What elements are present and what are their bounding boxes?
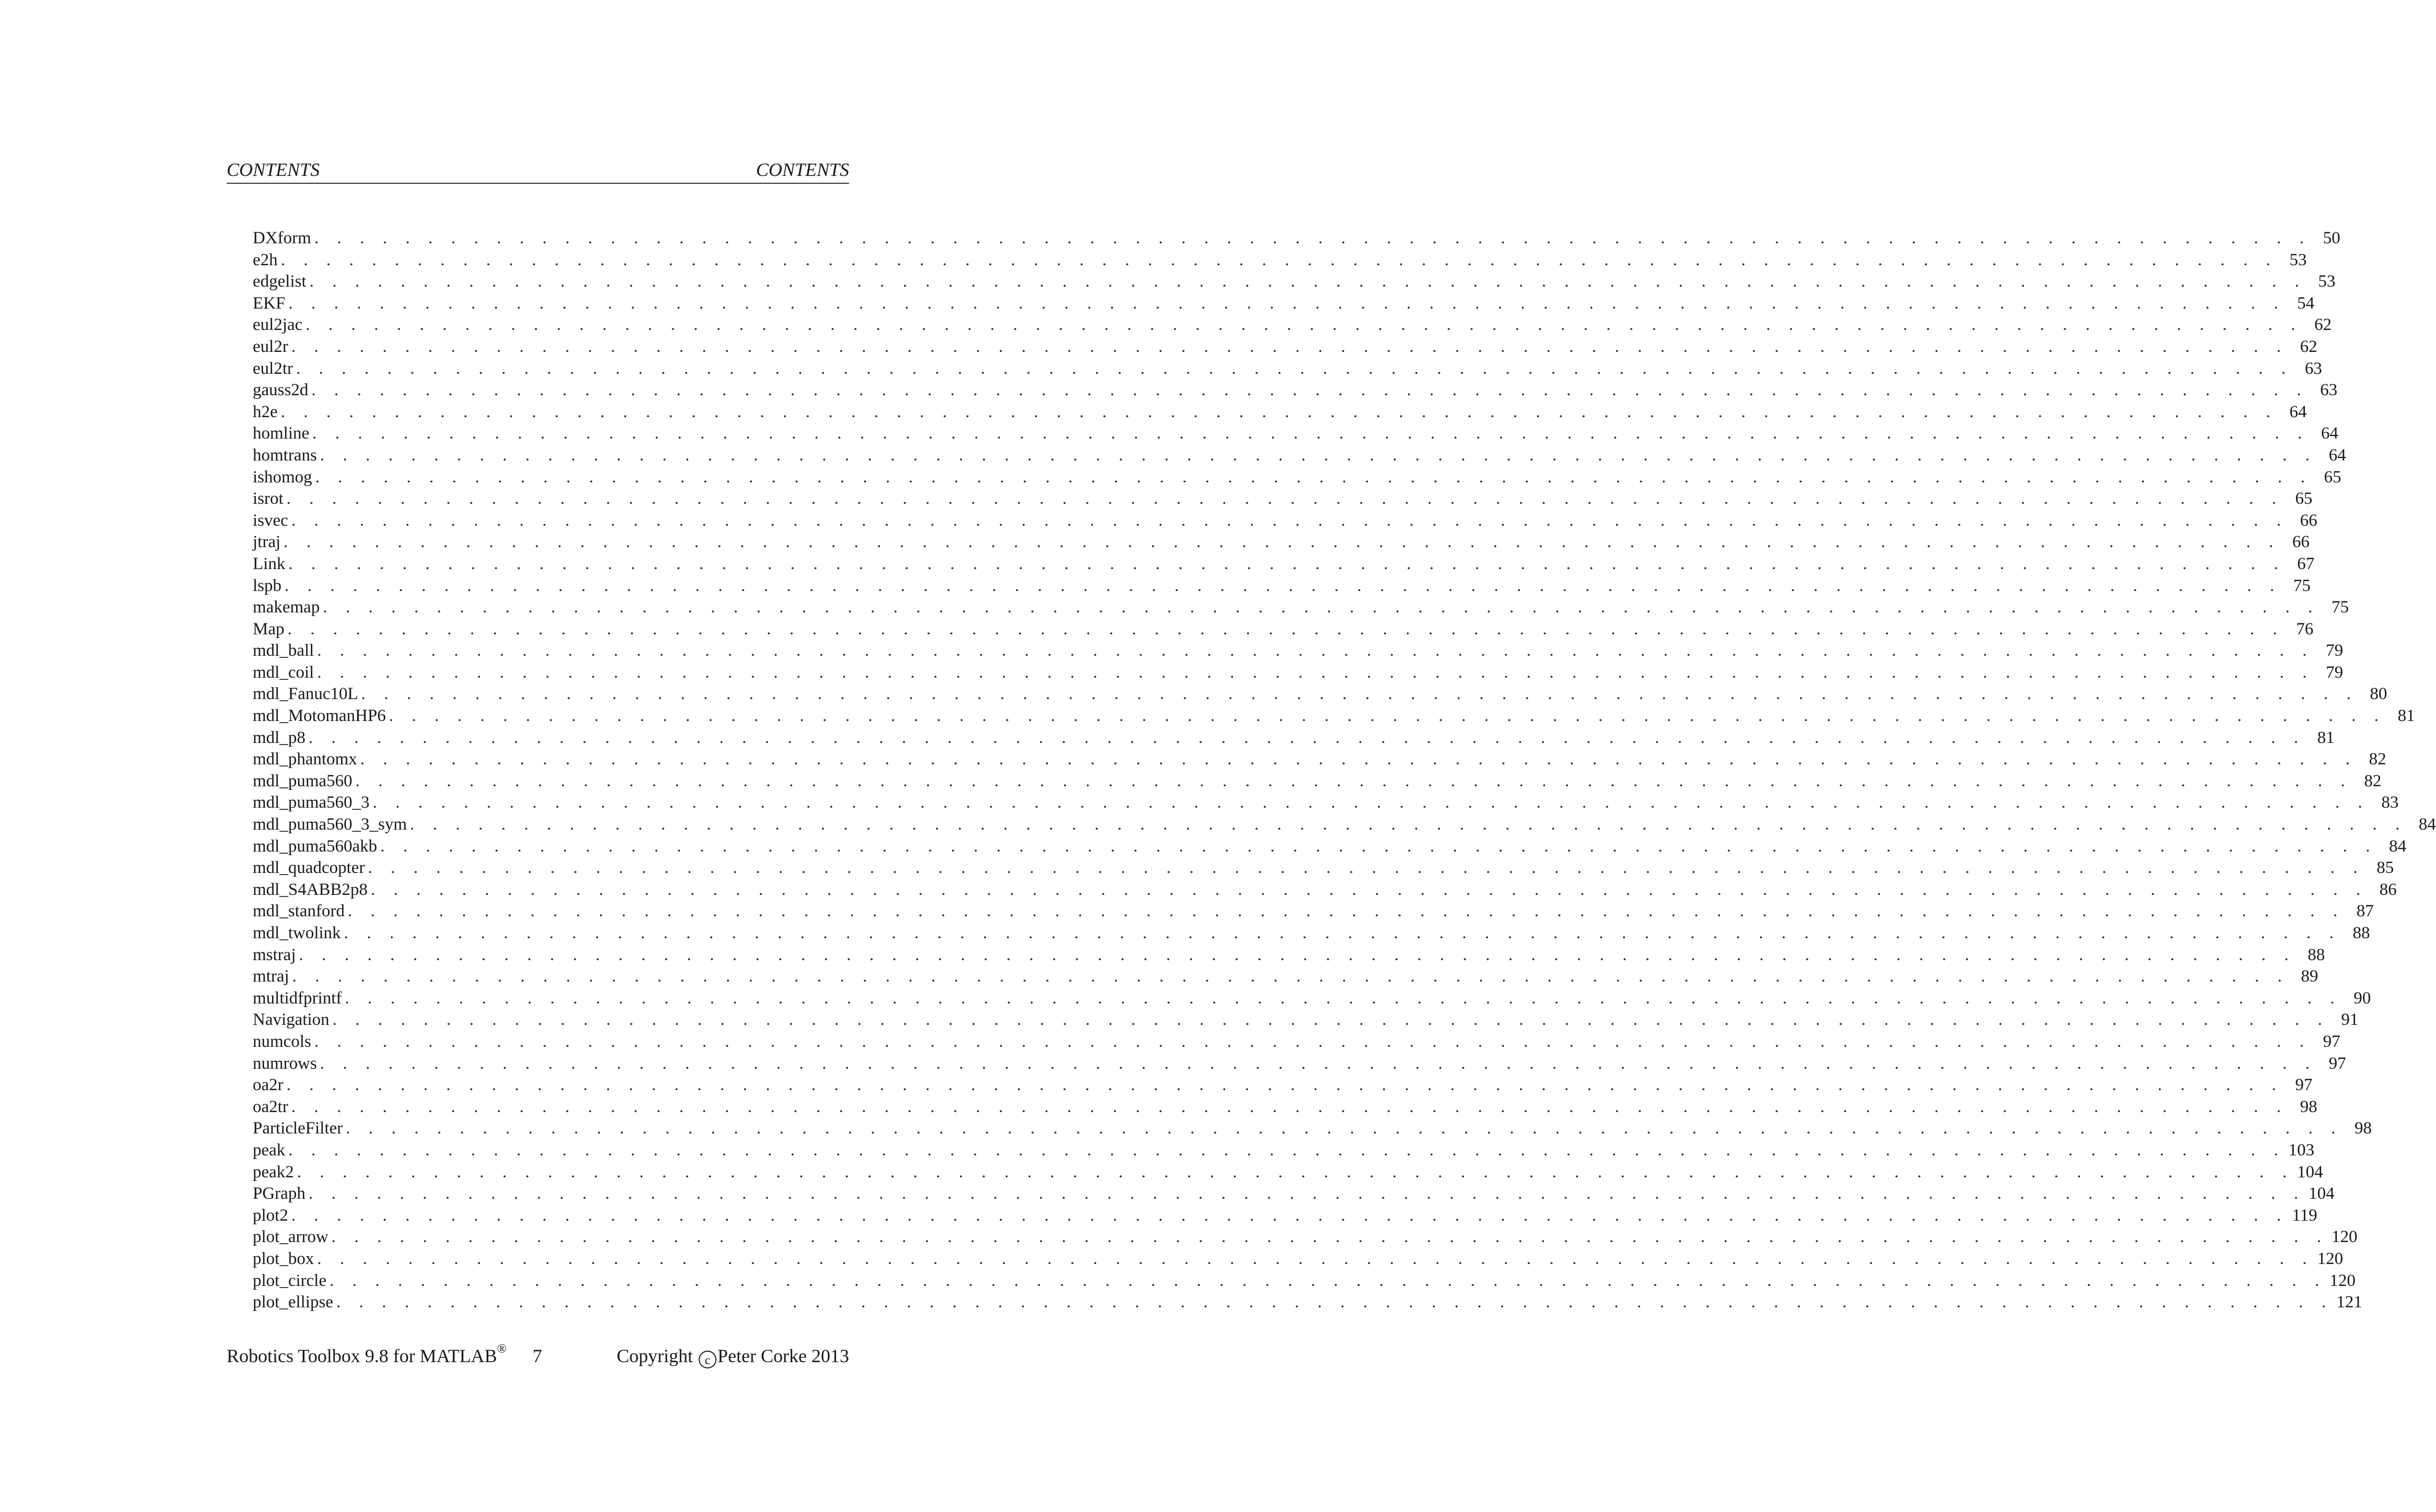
toc-entry-name: Map — [253, 619, 285, 639]
toc-entry-page: 62 — [2300, 337, 2317, 356]
toc-leader-dots: . . . . . . . . . . . . . . . . . . . . . . . . . . . . . . . . . . . . . . . . . . . . . . . . . . . . . . . . . . . . . . . . . . . . . . . . . . . . . . . . . . . . . . . . — [410, 815, 2407, 834]
toc-entry-name: e2h — [253, 250, 278, 269]
toc-leader-dots: . . . . . . . . . . . . . . . . . . . . . . . . . . . . . . . . . . . . . . . . . . . . . . . . . . . . . . . . . . . . . . . . . . . . . . . . . . . . . . . . . . . . . . . . — [305, 315, 2303, 335]
toc-leader-dots: . . . . . . . . . . . . . . . . . . . . . . . . . . . . . . . . . . . . . . . . . . . . . . . . . . . . . . . . . . . . . . . . . . . . . . . . . . . . . . . . . . . . . . . . — [355, 771, 2352, 790]
toc-entry-name: ishomog — [253, 467, 312, 487]
toc-entry-name: mdl_MotomanHP6 — [253, 706, 386, 726]
toc-entry-page: 66 — [2300, 511, 2317, 530]
toc-entry-page: 53 — [2318, 272, 2336, 291]
table-of-contents — [253, 228, 2436, 1314]
toc-leader-dots: . . . . . . . . . . . . . . . . . . . . . . . . . . . . . . . . . . . . . . . . . . . . . . . . . . . . . . . . . . . . . . . . . . . . . . . . . . . . . . . . . . . . . . . . — [368, 858, 2365, 878]
toc-entry[interactable] — [253, 358, 2322, 380]
toc-entry-name: mdl_phantomx — [253, 750, 357, 769]
toc-leader-dots: . . . . . . . . . . . . . . . . . . . . . . . . . . . . . . . . . . . . . . . . . . . . . . . . . . . . . . . . . . . . . . . . . . . . . . . . . . . . . . . . . . . . . . . . — [314, 229, 2311, 247]
toc-leader-dots: . . . . . . . . . . . . . . . . . . . . . . . . . . . . . . . . . . . . . . . . . . . . . . . . . . . . . . . . . . . . . . . . . . . . . . . . . . . . . . . . . . . . . . . . — [314, 1032, 2311, 1051]
toc-entry-name: eul2r — [253, 337, 288, 356]
toc-entry-name: makemap — [253, 598, 320, 617]
toc-entry[interactable] — [253, 662, 2344, 684]
toc-entry-page: 84 — [2418, 815, 2436, 834]
toc-entry-name: mdl_ball — [253, 641, 314, 660]
toc-entry-name: mstraj — [253, 945, 296, 964]
toc-entry[interactable] — [253, 531, 2310, 553]
toc-entry[interactable] — [253, 1096, 2317, 1118]
header-right-title: CONTENTS — [756, 159, 849, 180]
toc-entry-name: isrot — [253, 489, 284, 509]
running-header — [227, 157, 849, 184]
toc-entry-page: 98 — [2355, 1119, 2372, 1138]
footer-book-title — [227, 1343, 507, 1369]
toc-entry[interactable] — [253, 250, 2307, 271]
toc-leader-dots: . . . . . . . . . . . . . . . . . . . . . . . . . . . . . . . . . . . . . . . . . . . . . . . . . . . . . . . . . . . . . . . . . . . . . . . . . . . . . . . . . . . . . . . . — [291, 1206, 2288, 1225]
toc-entry-page: 64 — [2289, 402, 2307, 421]
toc-entry[interactable] — [253, 705, 2415, 727]
toc-leader-dots: . . . . . . . . . . . . . . . . . . . . . . . . . . . . . . . . . . . . . . . . . . . . . . . . . . . . . . . . . . . . . . . . . . . . . . . . . . . . . . . . . . . . . . . . — [292, 967, 2289, 986]
toc-entry[interactable] — [253, 1270, 2356, 1292]
toc-leader-dots: . . . . . . . . . . . . . . . . . . . . . . . . . . . . . . . . . . . . . . . . . . . . . . . . . . . . . . . . . . . . . . . . . . . . . . . . . . . . . . . . . . . . . . . . — [280, 402, 2278, 421]
toc-leader-dots: . . . . . . . . . . . . . . . . . . . . . . . . . . . . . . . . . . . . . . . . . . . . . . . . . . . . . . . . . . . . . . . . . . . . . . . . . . . . . . . . . . . . . . . . — [280, 250, 2278, 269]
toc-entry[interactable] — [253, 293, 2315, 315]
toc-entry-page: 63 — [2320, 381, 2338, 400]
toc-entry[interactable] — [253, 401, 2307, 423]
toc-entry-name: mdl_Fanuc10L — [253, 684, 358, 704]
toc-leader-dots: . . . . . . . . . . . . . . . . . . . . . . . . . . . . . . . . . . . . . . . . . . . . . . . . . . . . . . . . . . . . . . . . . . . . . . . . . . . . . . . . . . . . . . . . — [287, 619, 2285, 639]
toc-entry[interactable] — [253, 966, 2319, 988]
toc-leader-dots: . . . . . . . . . . . . . . . . . . . . . . . . . . . . . . . . . . . . . . . . . . . . . . . . . . . . . . . . . . . . . . . . . . . . . . . . . . . . . . . . . . . . . . . . — [320, 1054, 2317, 1073]
toc-entry-page: 53 — [2289, 250, 2307, 269]
toc-entry-name: plot_arrow — [253, 1227, 328, 1247]
toc-entry-page: 65 — [2324, 467, 2341, 487]
toc-entry-page: 65 — [2295, 489, 2313, 509]
toc-entry[interactable] — [253, 467, 2341, 489]
toc-leader-dots: . . . . . . . . . . . . . . . . . . . . . . . . . . . . . . . . . . . . . . . . . . . . . . . . . . . . . . . . . . . . . . . . . . . . . . . . . . . . . . . . . . . . . . . . — [284, 533, 2280, 552]
toc-entry-page: 50 — [2323, 229, 2340, 247]
toc-entry-name: Navigation — [253, 1010, 329, 1030]
toc-entry-name: mdl_p8 — [253, 728, 305, 747]
toc-leader-dots: . . . . . . . . . . . . . . . . . . . . . . . . . . . . . . . . . . . . . . . . . . . . . . . . . . . . . . . . . . . . . . . . . . . . . . . . . . . . . . . . . . . . . . . . — [317, 663, 2314, 682]
toc-entry[interactable] — [253, 749, 2386, 771]
toc-leader-dots: . . . . . . . . . . . . . . . . . . . . . . . . . . . . . . . . . . . . . . . . . . . . . . . . . . . . . . . . . . . . . . . . . . . . . . . . . . . . . . . . . . . . . . . . — [380, 836, 2378, 856]
toc-entry-name: PGraph — [253, 1184, 305, 1203]
toc-entry-page: 86 — [2379, 880, 2397, 899]
toc-entry[interactable] — [253, 879, 2397, 901]
toc-entry-page: 88 — [2352, 924, 2370, 942]
toc-entry-name: eul2tr — [253, 359, 293, 378]
toc-leader-dots: . . . . . . . . . . . . . . . . . . . . . . . . . . . . . . . . . . . . . . . . . . . . . . . . . . . . . . . . . . . . . . . . . . . . . . . . . . . . . . . . . . . . . . . . — [346, 1119, 2343, 1138]
toc-entry-name: Link — [253, 554, 286, 573]
registered-mark: ® — [497, 1342, 507, 1356]
toc-leader-dots: . . . . . . . . . . . . . . . . . . . . . . . . . . . . . . . . . . . . . . . . . . . . . . . . . . . . . . . . . . . . . . . . . . . . . . . . . . . . . . . . . . . . . . . . — [389, 706, 2386, 726]
toc-entry[interactable] — [253, 836, 2407, 858]
toc-entry[interactable] — [253, 1053, 2346, 1075]
toc-leader-dots: . . . . . . . . . . . . . . . . . . . . . . . . . . . . . . . . . . . . . . . . . . . . . . . . . . . . . . . . . . . . . . . . . . . . . . . . . . . . . . . . . . . . . . . . — [347, 902, 2345, 921]
toc-entry-page: 104 — [2309, 1184, 2335, 1203]
toc-entry-page: 79 — [2326, 641, 2344, 660]
toc-entry-page: 62 — [2314, 315, 2332, 335]
toc-entry[interactable] — [253, 640, 2344, 662]
toc-leader-dots: . . . . . . . . . . . . . . . . . . . . . . . . . . . . . . . . . . . . . . . . . . . . . . . . . . . . . . . . . . . . . . . . . . . . . . . . . . . . . . . . . . . . . . . . — [291, 337, 2288, 356]
toc-entry[interactable] — [253, 380, 2338, 401]
toc-leader-dots: . . . . . . . . . . . . . . . . . . . . . . . . . . . . . . . . . . . . . . . . . . . . . . . . . . . . . . . . . . . . . . . . . . . . . . . . . . . . . . . . . . . . . . . . — [317, 1249, 2314, 1268]
toc-leader-dots: . . . . . . . . . . . . . . . . . . . . . . . . . . . . . . . . . . . . . . . . . . . . . . . . . . . . . . . . . . . . . . . . . . . . . . . . . . . . . . . . . . . . . . . . — [361, 684, 2358, 704]
toc-entry[interactable] — [253, 1074, 2313, 1096]
toc-entry[interactable] — [253, 597, 2349, 619]
toc-leader-dots: . . . . . . . . . . . . . . . . . . . . . . . . . . . . . . . . . . . . . . . . . . . . . . . . . . . . . . . . . . . . . . . . . . . . . . . . . . . . . . . . . . . . . . . . — [288, 1140, 2286, 1160]
toc-entry-page: 64 — [2328, 445, 2346, 465]
toc-entry-name: jtraj — [253, 533, 281, 552]
toc-entry[interactable] — [253, 771, 2382, 793]
toc-entry-name: oa2r — [253, 1076, 284, 1095]
copyright-prefix: Copyright — [617, 1345, 693, 1366]
toc-entry[interactable] — [253, 727, 2335, 749]
toc-leader-dots: . . . . . . . . . . . . . . . . . . . . . . . . . . . . . . . . . . . . . . . . . . . . . . . . . . . . . . . . . . . . . . . . . . . . . . . . . . . . . . . . . . . . . . . . — [345, 988, 2342, 1008]
toc-entry-name: plot_box — [253, 1249, 314, 1268]
toc-entry-name: mdl_stanford — [253, 902, 345, 921]
toc-leader-dots: . . . . . . . . . . . . . . . . . . . . . . . . . . . . . . . . . . . . . . . . . . . . . . . . . . . . . . . . . . . . . . . . . . . . . . . . . . . . . . . . . . . . . . . . — [296, 359, 2293, 378]
toc-entry-name: mdl_puma560_3_sym — [253, 815, 407, 834]
toc-entry-name: plot2 — [253, 1206, 288, 1225]
toc-entry-name: isvec — [253, 511, 288, 530]
toc-entry[interactable] — [253, 857, 2394, 879]
toc-entry-page: 63 — [2304, 359, 2322, 378]
toc-entry-page: 121 — [2336, 1293, 2362, 1312]
toc-entry-name: numrows — [253, 1054, 317, 1073]
toc-entry[interactable] — [253, 619, 2314, 641]
toc-entry-name: mdl_S4ABB2p8 — [253, 880, 368, 899]
toc-entry-name: multidfprintf — [253, 988, 342, 1008]
toc-leader-dots: . . . . . . . . . . . . . . . . . . . . . . . . . . . . . . . . . . . . . . . . . . . . . . . . . . . . . . . . . . . . . . . . . . . . . . . . . . . . . . . . . . . . . . . . — [308, 1184, 2305, 1203]
toc-leader-dots: . . . . . . . . . . . . . . . . . . . . . . . . . . . . . . . . . . . . . . . . . . . . . . . . . . . . . . . . . . . . . . . . . . . . . . . . . . . . . . . . . . . . . . . . — [360, 750, 2357, 769]
toc-entry-name: mdl_puma560_3 — [253, 793, 370, 812]
toc-entry-name: homline — [253, 424, 310, 443]
toc-entry[interactable] — [253, 271, 2336, 293]
toc-leader-dots: . . . . . . . . . . . . . . . . . . . . . . . . . . . . . . . . . . . . . . . . . . . . . . . . . . . . . . . . . . . . . . . . . . . . . . . . . . . . . . . . . . . . . . . . — [372, 793, 2370, 812]
toc-entry-page: 119 — [2292, 1206, 2317, 1225]
toc-entry-name: plot_ellipse — [253, 1293, 333, 1312]
toc-entry[interactable] — [253, 445, 2346, 467]
toc-entry-name: lspb — [253, 576, 282, 595]
toc-entry-name: h2e — [253, 402, 278, 421]
toc-leader-dots: . . . . . . . . . . . . . . . . . . . . . . . . . . . . . . . . . . . . . . . . . . . . . . . . . . . . . . . . . . . . . . . . . . . . . . . . . . . . . . . . . . . . . . . . — [291, 511, 2288, 530]
toc-entry[interactable] — [253, 510, 2317, 532]
toc-entry-page: 83 — [2381, 793, 2399, 812]
toc-entry[interactable] — [253, 792, 2399, 814]
toc-entry[interactable] — [253, 423, 2338, 445]
toc-leader-dots: . . . . . . . . . . . . . . . . . . . . . . . . . . . . . . . . . . . . . . . . . . . . . . . . . . . . . . . . . . . . . . . . . . . . . . . . . . . . . . . . . . . . . . . . — [286, 1076, 2284, 1095]
toc-entry[interactable] — [253, 923, 2370, 944]
toc-entry-name: mdl_coil — [253, 663, 314, 682]
toc-entry[interactable] — [253, 488, 2313, 510]
toc-entry[interactable] — [253, 944, 2325, 966]
toc-leader-dots: . . . . . . . . . . . . . . . . . . . . . . . . . . . . . . . . . . . . . . . . . . . . . . . . . . . . . . . . . . . . . . . . . . . . . . . . . . . . . . . . . . . . . . . . — [308, 728, 2305, 747]
toc-leader-dots: . . . . . . . . . . . . . . . . . . . . . . . . . . . . . . . . . . . . . . . . . . . . . . . . . . . . . . . . . . . . . . . . . . . . . . . . . . . . . . . . . . . . . . . . — [323, 598, 2320, 617]
toc-entry-name: mdl_quadcopter — [253, 858, 365, 878]
running-footer — [227, 1343, 849, 1369]
toc-entry[interactable] — [253, 1118, 2372, 1140]
toc-leader-dots: . . . . . . . . . . . . . . . . . . . . . . . . . . . . . . . . . . . . . . . . . . . . . . . . . . . . . . . . . . . . . . . . . . . . . . . . . . . . . . . . . . . . . . . . — [331, 1227, 2328, 1247]
toc-entry-name: DXform — [253, 229, 311, 247]
toc-entry-page: 98 — [2300, 1097, 2317, 1116]
toc-leader-dots: . . . . . . . . . . . . . . . . . . . . . . . . . . . . . . . . . . . . . . . . . . . . . . . . . . . . . . . . . . . . . . . . . . . . . . . . . . . . . . . . . . . . . . . . — [320, 445, 2317, 465]
toc-entry[interactable] — [253, 228, 2340, 250]
toc-entry-name: gauss2d — [253, 381, 309, 400]
toc-entry-page: 80 — [2370, 684, 2387, 704]
toc-entry-page: 79 — [2326, 663, 2344, 682]
toc-entry-page: 82 — [2369, 750, 2386, 769]
toc-leader-dots: . . . . . . . . . . . . . . . . . . . . . . . . . . . . . . . . . . . . . . . . . . . . . . . . . . . . . . . . . . . . . . . . . . . . . . . . . . . . . . . . . . . . . . . . — [309, 272, 2306, 291]
toc-entry-page: 87 — [2356, 902, 2374, 921]
toc-leader-dots: . . . . . . . . . . . . . . . . . . . . . . . . . . . . . . . . . . . . . . . . . . . . . . . . . . . . . . . . . . . . . . . . . . . . . . . . . . . . . . . . . . . . . . . . — [291, 1097, 2288, 1116]
toc-entry-page: 64 — [2321, 424, 2338, 443]
toc-leader-dots: . . . . . . . . . . . . . . . . . . . . . . . . . . . . . . . . . . . . . . . . . . . . . . . . . . . . . . . . . . . . . . . . . . . . . . . . . . . . . . . . . . . . . . . . — [371, 880, 2368, 899]
toc-entry-page: 89 — [2301, 967, 2319, 986]
toc-leader-dots: . . . . . . . . . . . . . . . . . . . . . . . . . . . . . . . . . . . . . . . . . . . . . . . . . . . . . . . . . . . . . . . . . . . . . . . . . . . . . . . . . . . . . . . . — [288, 554, 2286, 573]
toc-entry[interactable] — [253, 1205, 2317, 1227]
toc-entry-page: 104 — [2297, 1162, 2323, 1182]
toc-entry-name: edgelist — [253, 272, 307, 291]
toc-entry-page: 84 — [2389, 836, 2407, 856]
toc-entry-page: 120 — [2317, 1249, 2344, 1268]
footer-page-number: 7 — [533, 1345, 542, 1366]
toc-entry-name: mtraj — [253, 967, 289, 986]
toc-entry[interactable] — [253, 814, 2436, 836]
toc-entry-name: peak — [253, 1140, 286, 1160]
toc-leader-dots: . . . . . . . . . . . . . . . . . . . . . . . . . . . . . . . . . . . . . . . . . . . . . . . . . . . . . . . . . . . . . . . . . . . . . . . . . . . . . . . . . . . . . . . . — [332, 1010, 2329, 1030]
toc-leader-dots: . . . . . . . . . . . . . . . . . . . . . . . . . . . . . . . . . . . . . . . . . . . . . . . . . . . . . . . . . . . . . . . . . . . . . . . . . . . . . . . . . . . . . . . . — [315, 467, 2312, 487]
toc-entry-name: numcols — [253, 1032, 311, 1051]
toc-entry[interactable] — [253, 1248, 2344, 1270]
toc-entry[interactable] — [253, 575, 2311, 597]
toc-leader-dots: . . . . . . . . . . . . . . . . . . . . . . . . . . . . . . . . . . . . . . . . . . . . . . . . . . . . . . . . . . . . . . . . . . . . . . . . . . . . . . . . . . . . . . . . — [285, 576, 2281, 595]
toc-entry[interactable] — [253, 1162, 2323, 1184]
toc-leader-dots: . . . . . . . . . . . . . . . . . . . . . . . . . . . . . . . . . . . . . . . . . . . . . . . . . . . . . . . . . . . . . . . . . . . . . . . . . . . . . . . . . . . . . . . . — [329, 1271, 2326, 1290]
toc-entry[interactable] — [253, 1140, 2315, 1162]
toc-entry-page: 103 — [2288, 1140, 2315, 1160]
toc-entry[interactable] — [253, 1009, 2359, 1031]
toc-leader-dots: . . . . . . . . . . . . . . . . . . . . . . . . . . . . . . . . . . . . . . . . . . . . . . . . . . . . . . . . . . . . . . . . . . . . . . . . . . . . . . . . . . . . . . . . — [312, 424, 2309, 443]
footer-title-text: Robotics Toolbox 9.8 for MATLAB — [227, 1345, 497, 1366]
toc-entry[interactable] — [253, 1226, 2358, 1248]
toc-entry-page: 120 — [2329, 1271, 2356, 1290]
toc-entry[interactable] — [253, 314, 2332, 336]
toc-entry[interactable] — [253, 988, 2371, 1010]
toc-entry-page: 91 — [2341, 1010, 2359, 1030]
toc-entry-page: 97 — [2328, 1054, 2346, 1073]
toc-entry-page: 54 — [2297, 293, 2315, 313]
header-left-title: CONTENTS — [227, 159, 320, 180]
toc-entry-page: 81 — [2397, 706, 2415, 726]
toc-entry-page: 88 — [2308, 945, 2325, 964]
copyright-symbol: c — [699, 1351, 716, 1368]
toc-entry[interactable] — [253, 1292, 2362, 1314]
toc-entry[interactable] — [253, 1031, 2340, 1053]
toc-entry-name: plot_circle — [253, 1271, 327, 1290]
toc-entry-page: 66 — [2292, 533, 2310, 552]
toc-entry-page: 76 — [2296, 619, 2314, 639]
toc-entry-page: 120 — [2332, 1227, 2358, 1247]
toc-entry-page: 75 — [2332, 598, 2349, 617]
toc-entry-page: 67 — [2297, 554, 2315, 573]
toc-entry[interactable] — [253, 553, 2315, 575]
toc-entry-page: 82 — [2364, 771, 2382, 790]
toc-leader-dots: . . . . . . . . . . . . . . . . . . . . . . . . . . . . . . . . . . . . . . . . . . . . . . . . . . . . . . . . . . . . . . . . . . . . . . . . . . . . . . . . . . . . . . . . — [297, 1162, 2294, 1182]
toc-entry-page: 97 — [2323, 1032, 2340, 1051]
toc-entry-name: mdl_puma560akb — [253, 836, 378, 856]
toc-entry-page: 75 — [2293, 576, 2311, 595]
toc-entry-name: mdl_twolink — [253, 924, 341, 942]
toc-entry-name: mdl_puma560 — [253, 771, 352, 790]
toc-entry-name: oa2tr — [253, 1097, 288, 1116]
toc-entry-name: eul2jac — [253, 315, 303, 335]
toc-leader-dots: . . . . . . . . . . . . . . . . . . . . . . . . . . . . . . . . . . . . . . . . . . . . . . . . . . . . . . . . . . . . . . . . . . . . . . . . . . . . . . . . . . . . . . . . — [317, 641, 2314, 660]
toc-leader-dots: . . . . . . . . . . . . . . . . . . . . . . . . . . . . . . . . . . . . . . . . . . . . . . . . . . . . . . . . . . . . . . . . . . . . . . . . . . . . . . . . . . . . . . . . — [299, 945, 2296, 964]
toc-entry-name: peak2 — [253, 1162, 294, 1182]
toc-entry-name: EKF — [253, 293, 286, 313]
toc-entry-page: 90 — [2353, 988, 2371, 1008]
footer-copyright — [617, 1343, 849, 1369]
copyright-suffix: Peter Corke 2013 — [717, 1345, 849, 1366]
toc-entry-page: 97 — [2295, 1076, 2313, 1095]
toc-leader-dots: . . . . . . . . . . . . . . . . . . . . . . . . . . . . . . . . . . . . . . . . . . . . . . . . . . . . . . . . . . . . . . . . . . . . . . . . . . . . . . . . . . . . . . . . — [336, 1293, 2333, 1312]
toc-entry[interactable] — [253, 336, 2317, 358]
toc-leader-dots: . . . . . . . . . . . . . . . . . . . . . . . . . . . . . . . . . . . . . . . . . . . . . . . . . . . . . . . . . . . . . . . . . . . . . . . . . . . . . . . . . . . . . . . . — [311, 381, 2309, 400]
toc-entry-name: homtrans — [253, 445, 317, 465]
toc-leader-dots: . . . . . . . . . . . . . . . . . . . . . . . . . . . . . . . . . . . . . . . . . . . . . . . . . . . . . . . . . . . . . . . . . . . . . . . . . . . . . . . . . . . . . . . . — [286, 489, 2284, 509]
toc-entry-name: ParticleFilter — [253, 1119, 343, 1138]
toc-entry-page: 81 — [2317, 728, 2335, 747]
toc-entry-page: 85 — [2376, 858, 2394, 878]
toc-leader-dots: . . . . . . . . . . . . . . . . . . . . . . . . . . . . . . . . . . . . . . . . . . . . . . . . . . . . . . . . . . . . . . . . . . . . . . . . . . . . . . . . . . . . . . . . — [344, 924, 2341, 942]
toc-entry[interactable] — [253, 901, 2374, 923]
toc-entry[interactable] — [253, 683, 2387, 705]
toc-leader-dots: . . . . . . . . . . . . . . . . . . . . . . . . . . . . . . . . . . . . . . . . . . . . . . . . . . . . . . . . . . . . . . . . . . . . . . . . . . . . . . . . . . . . . . . . — [288, 293, 2286, 313]
toc-entry[interactable] — [253, 1183, 2335, 1205]
